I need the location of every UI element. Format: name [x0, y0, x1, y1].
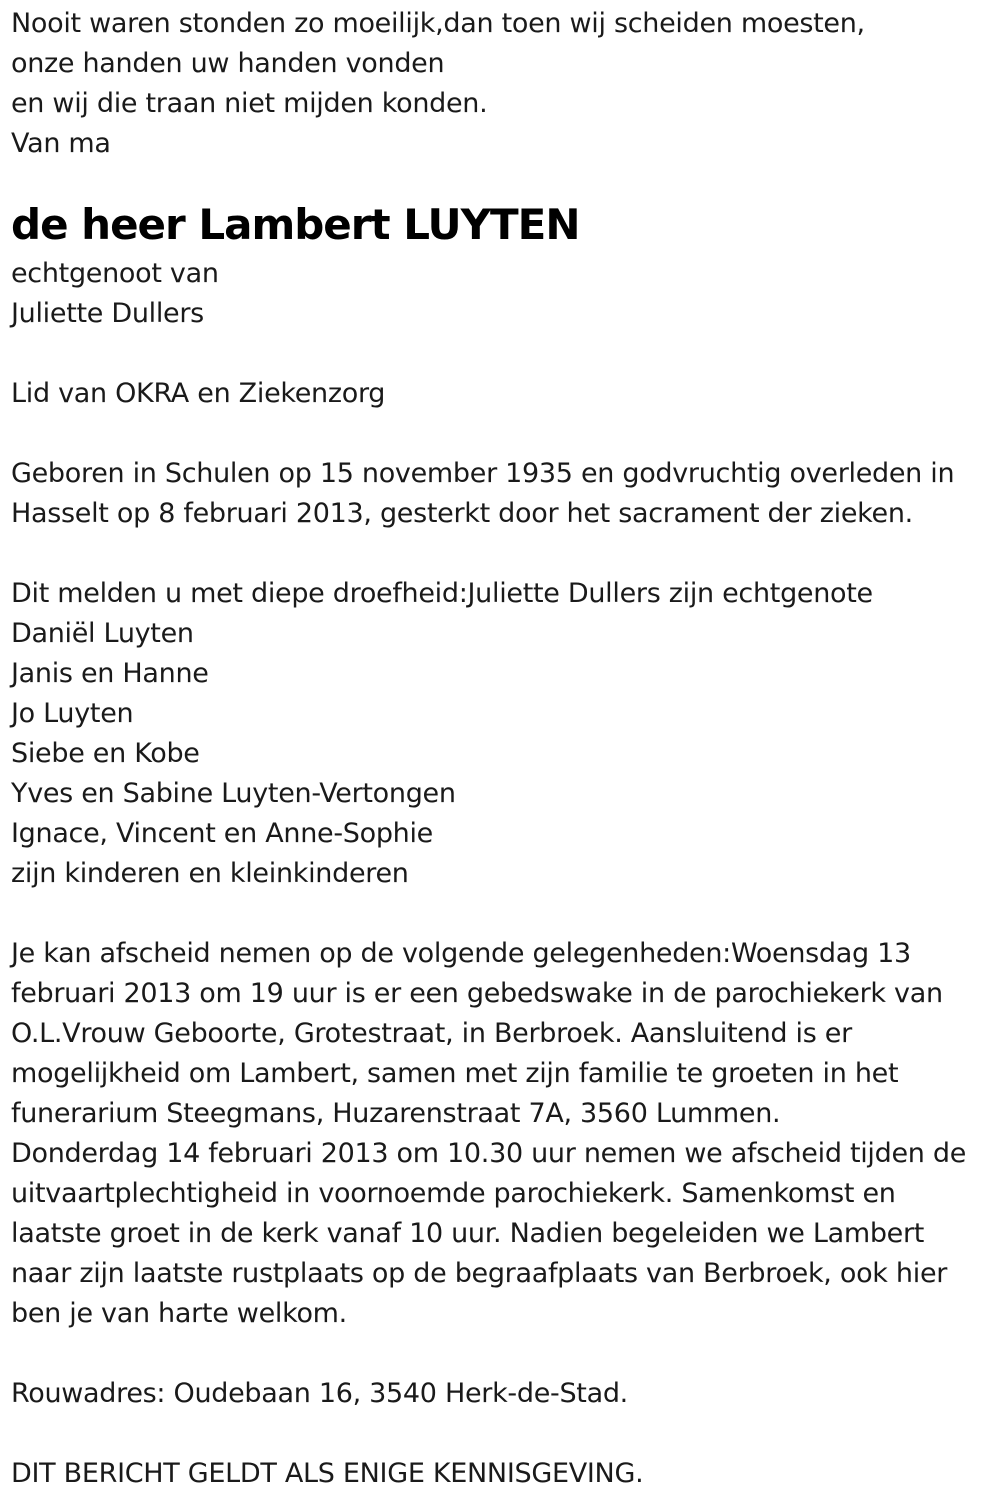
text-line: Geboren in Schulen op 15 november 1935 en godvruchtig overleden in — [11, 458, 955, 489]
text-line: echtgenoot van — [11, 258, 219, 289]
text-line: naar zijn laatste rustplaats op de begraafplaats van Berbroek, ook hier — [11, 1258, 948, 1289]
ceremonies-section — [11, 934, 992, 1334]
text-line: Juliette Dullers — [11, 298, 204, 329]
text-line: Rouwadres: Oudebaan 16, 3540 Herk-de-Stad. — [11, 1378, 628, 1409]
text-line: Siebe en Kobe — [11, 738, 200, 769]
mourning-address-section — [11, 1374, 992, 1414]
deceased-name-title: de heer Lambert LUYTEN — [11, 200, 580, 249]
life-dates-section — [11, 454, 992, 534]
text-line: onze handen uw handen vonden — [11, 48, 445, 79]
text-line: Daniël Luyten — [11, 618, 194, 649]
poem-section — [11, 4, 992, 164]
text-line: Donderdag 14 februari 2013 om 10.30 uur nemen we afscheid tijden de — [11, 1138, 967, 1169]
text-line: Jo Luyten — [11, 698, 134, 729]
text-line: ben je van harte welkom. — [11, 1298, 347, 1329]
text-line: Janis en Hanne — [11, 658, 209, 689]
legal-notice-section — [11, 1454, 992, 1494]
text-line: Ignace, Vincent en Anne-Sophie — [11, 818, 433, 849]
text-line: Dit melden u met diepe droefheid:Juliette Dullers zijn echtgenote — [11, 578, 873, 609]
text-line: Nooit waren stonden zo moeilijk,dan toen wij scheiden moesten, — [11, 8, 865, 39]
text-line: Hasselt op 8 februari 2013, gesterkt door het sacrament der zieken. — [11, 498, 913, 529]
text-line: O.L.Vrouw Geboorte, Grotestraat, in Berbroek. Aansluitend is er — [11, 1018, 852, 1049]
text-line: zijn kinderen en kleinkinderen — [11, 858, 409, 889]
relation-section — [11, 254, 992, 334]
text-line: funerarium Steegmans, Huzarenstraat 7A, 3560 Lummen. — [11, 1098, 781, 1129]
text-line: Yves en Sabine Luyten-Vertongen — [11, 778, 456, 809]
family-section — [11, 574, 992, 894]
text-line: en wij die traan niet mijden konden. — [11, 88, 488, 119]
text-line: Van ma — [11, 128, 111, 159]
text-line: DIT BERICHT GELDT ALS ENIGE KENNISGEVING. — [11, 1458, 644, 1489]
membership-section — [11, 374, 992, 414]
text-line: februari 2013 om 19 uur is er een gebedswake in de parochiekerk van — [11, 978, 943, 1009]
text-line: laatste groet in de kerk vanaf 10 uur. Nadien begeleiden we Lambert — [11, 1218, 925, 1249]
text-line: mogelijkheid om Lambert, samen met zijn familie te groeten in het — [11, 1058, 899, 1089]
text-line: Lid van OKRA en Ziekenzorg — [11, 378, 386, 409]
text-line: uitvaartplechtigheid in voornoemde parochiekerk. Samenkomst en — [11, 1178, 896, 1209]
text-line: Je kan afscheid nemen op de volgende gelegenheden:Woensdag 13 — [11, 938, 911, 969]
